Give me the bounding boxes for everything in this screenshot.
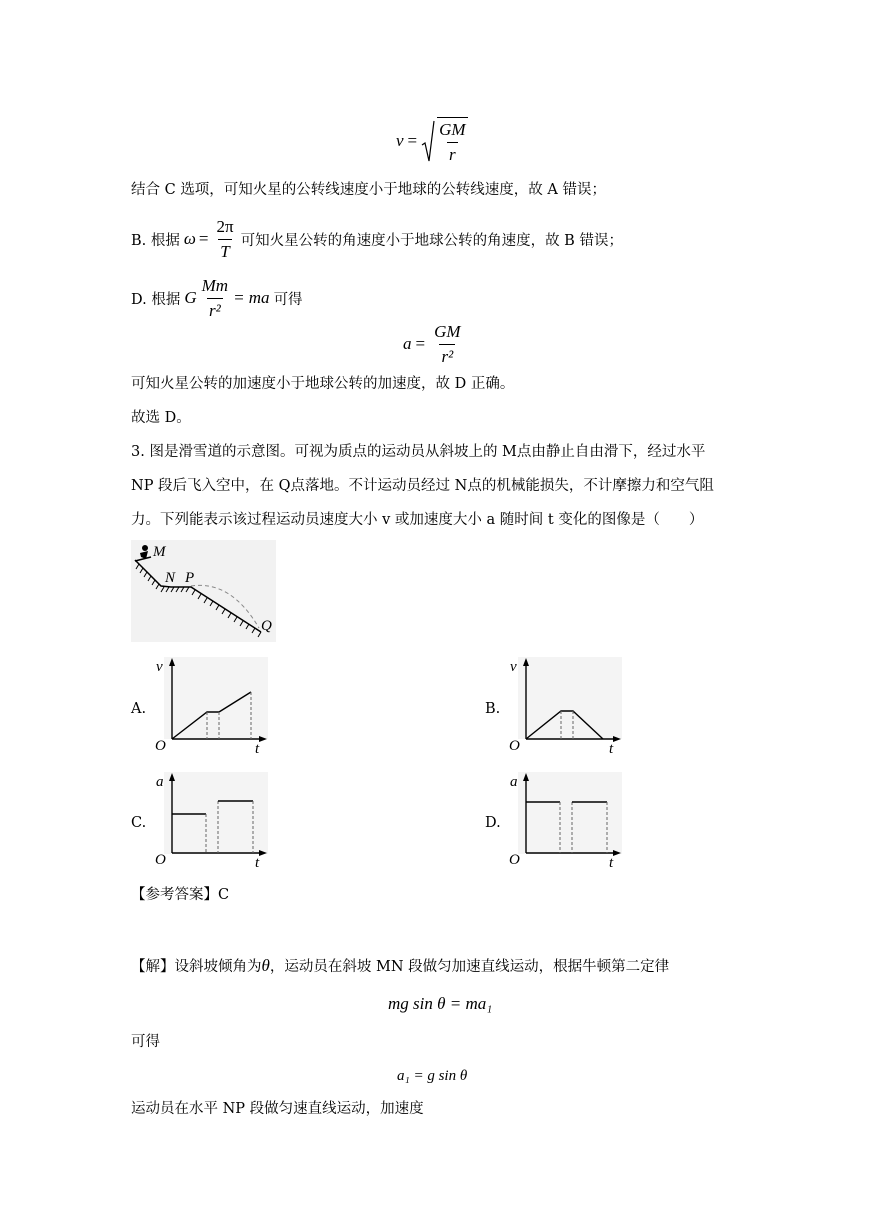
line-d-g: G	[184, 288, 197, 307]
question-3-line-1: 3. 图是滑雪道的示意图。可视为质点的运动员从斜坡上的 M点由静止自由滑下，经过水平	[131, 444, 706, 460]
line-b-suffix: 可知火星公转的角速度小于地球公转的角速度，故 B 错误；	[240, 232, 623, 249]
option-c-label: C.	[131, 815, 147, 831]
label-n: N	[165, 570, 176, 586]
label-p: P	[185, 570, 195, 586]
solution-line-1	[131, 955, 669, 976]
line-option-a: 结合 C 选项，可知火星的公转线速度小于地球的公转线速度，故 A 错误；	[131, 182, 606, 198]
option-c-y-label: a	[156, 774, 164, 790]
option-c-origin: O	[155, 852, 166, 868]
option-a-label: A.	[131, 701, 147, 717]
line-b-equals: =	[198, 229, 209, 248]
sqrt-icon	[421, 119, 435, 163]
line-b-prefix: B. 根据	[131, 232, 180, 249]
label-q: Q	[261, 618, 272, 634]
line-d-conclusion: 可知火星公转的加速度小于地球公转的加速度，故 D 正确。	[131, 376, 515, 392]
eq-v-equals: =	[407, 131, 418, 150]
eq-a-equals: =	[415, 334, 426, 353]
option-b-label: B.	[485, 701, 501, 717]
solution-prefix: 【解】设斜坡倾角为	[131, 959, 262, 975]
option-d-origin: O	[509, 852, 520, 868]
line-option-b	[131, 217, 623, 261]
line-choose: 故选 D。	[131, 410, 191, 426]
option-b-x-label: t	[609, 741, 614, 755]
option-a-origin: O	[155, 738, 166, 754]
equation-a	[403, 322, 466, 366]
line-d-suffix: 可得	[273, 291, 303, 308]
line-b-denominator: T	[218, 239, 231, 262]
option-b-graph	[504, 655, 634, 755]
line-d-numerator: Mm	[201, 275, 229, 295]
reference-answer: 【参考答案】C	[131, 887, 230, 903]
line-d-rhs: = ma	[233, 288, 270, 307]
option-c-x-label: t	[255, 855, 260, 870]
eq-v-numerator: GM	[439, 120, 466, 139]
eq-a-lhs: a	[403, 334, 412, 353]
solution-last-line: 运动员在水平 NP 段做匀速直线运动，加速度	[131, 1101, 424, 1117]
option-b-origin: O	[509, 738, 520, 754]
ski-slope-diagram	[131, 540, 276, 642]
eq-v-denominator: r	[447, 142, 458, 165]
line-d-prefix: D. 根据	[131, 291, 181, 308]
equation-v	[396, 116, 471, 166]
line-d-denominator: r²	[207, 298, 223, 321]
option-a-graph	[150, 655, 280, 755]
solution-equation-1: mg sin θ = ma₁	[388, 994, 493, 1013]
option-d-x-label: t	[609, 855, 614, 870]
option-d-label: D.	[485, 815, 501, 831]
question-3-line-3: 力。下列能表示该过程运动员速度大小 v 或加速度大小 a 随时间 t 变化的图像是（ ）	[131, 512, 704, 528]
question-3-line-2: NP 段后飞入空中，在 Q点落地。不计运动员经过 N点的机械能损失，不计摩擦力和空气阻	[131, 478, 714, 494]
eq-a-denominator: r²	[439, 344, 455, 367]
option-a-y-label: v	[156, 659, 163, 675]
option-b-y-label: v	[510, 659, 517, 675]
line-b-numerator: 2π	[216, 216, 234, 236]
option-d-y-label: a	[510, 774, 518, 790]
solution-equation-2: a₁ = g sin θ	[397, 1068, 468, 1084]
eq-v-lhs: v	[396, 131, 404, 150]
option-a-x-label: t	[255, 741, 260, 755]
solution-keyi: 可得	[131, 1034, 160, 1050]
option-c-graph	[150, 770, 280, 870]
option-d-graph	[504, 770, 634, 870]
line-b-omega: ω	[183, 229, 196, 248]
eq-a-numerator: GM	[434, 321, 461, 341]
line-option-d	[131, 276, 303, 320]
solution-theta: θ	[261, 956, 270, 975]
label-m: M	[153, 544, 166, 560]
solution-suffix: ，运动员在斜坡 MN 段做匀加速直线运动，根据牛顿第二定律	[269, 959, 670, 975]
